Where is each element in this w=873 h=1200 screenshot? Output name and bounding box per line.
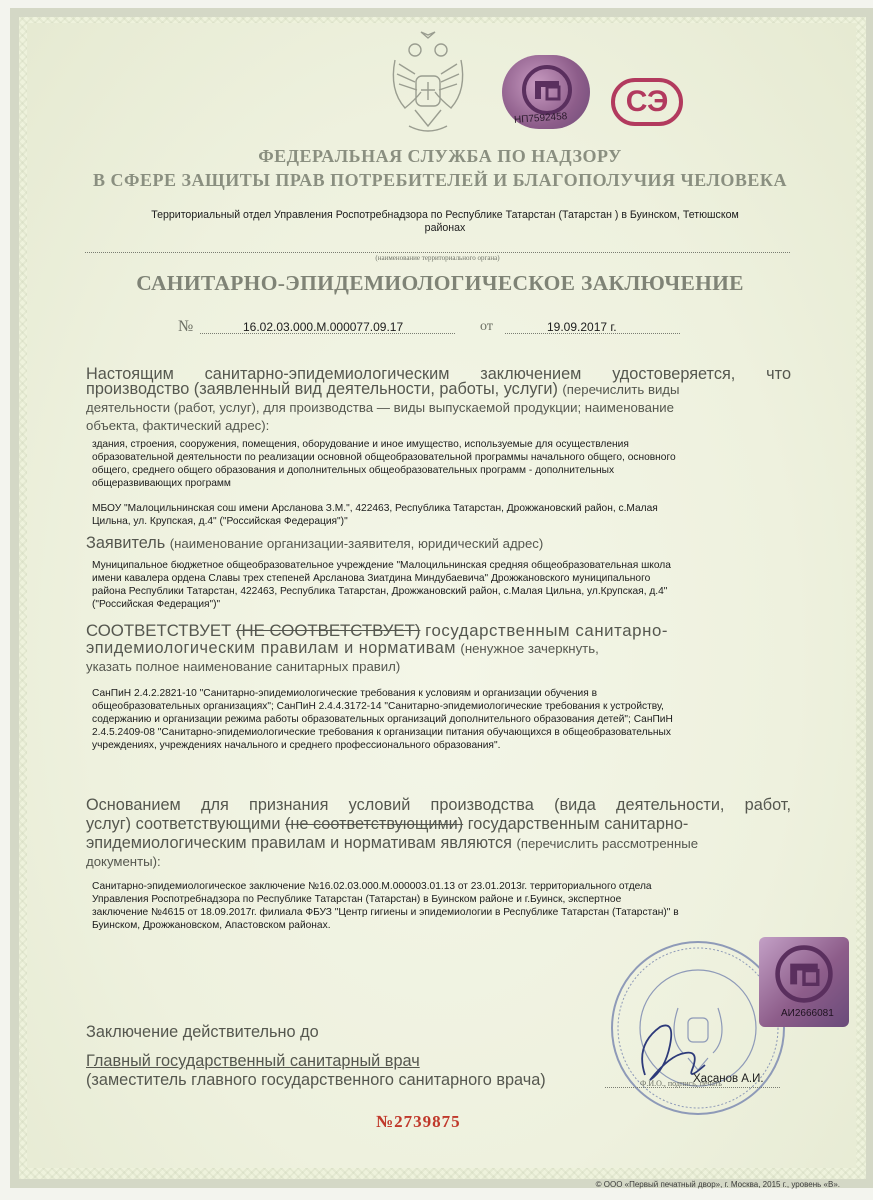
number-sign: № — [178, 318, 194, 335]
basis-doc-line: заключение №4615 от 18.09.2017г. филиала ФБУЗ "Центр гигиены и эпидемиологии в Республике Татарстан (Татарстан)" в — [92, 907, 679, 918]
russian-coat-of-arms-icon — [385, 30, 471, 140]
printer-imprint: © ООО «Первый печатный двор», г. Москва, 2015 г., уровень «В». — [595, 1180, 840, 1189]
conformity-line2-note: (ненужное зачеркнуть, — [460, 641, 599, 656]
conformity-line2 — [86, 639, 791, 658]
conformity-line2-main: эпидемиологическим правилам и нормативам — [86, 639, 456, 657]
date-from-label: от — [480, 319, 493, 334]
rules-line: СанПиН 2.4.2.2821-10 "Санитарно-эпидемиологические требования к условиям и организации обучения в — [92, 688, 597, 699]
applicant-line: ("Российская Федерация")" — [92, 599, 221, 610]
conformity-line3: указать полное наименование санитарных правил) — [86, 659, 401, 674]
activity-line: общеразвивающих программ — [92, 478, 231, 489]
object-line: МБОУ "Малоцильнинская сош имени Арсланова З.М.", 422463, Республика Татарстан, Дрожжановский район, с.Малая — [92, 503, 658, 514]
basis-line2-a: услуг) соответствующими — [86, 815, 281, 833]
certify-line2-note: (перечислить виды — [562, 382, 680, 397]
certify-line3: деятельности (работ, услуг), для производства — виды выпускаемой продукции; наименование — [86, 400, 674, 415]
territorial-body-line1: Территориальный отдел Управления Роспотребнадзора по Республике Татарстан (Татарстан ) в Буинском, Тетюшском — [151, 209, 739, 221]
sanitary-rules-text — [92, 687, 792, 752]
activity-line: образовательной деятельности по реализации основной общеобразовательной программы начального общего, основного — [92, 452, 676, 463]
service-name-line2: В СФЕРЕ ЗАЩИТЫ ПРАВ ПОТРЕБИТЕЛЕЙ И БЛАГОПОЛУЧИЯ ЧЕЛОВЕКА — [93, 170, 787, 190]
se-logo — [611, 78, 683, 126]
hologram-sticker-top — [502, 55, 590, 129]
conformity-line1 — [86, 621, 791, 641]
basis-doc-line: Санитарно-эпидемиологическое заключение №16.02.03.000.М.000003.01.13 от 23.01.2013г. территориального отдела — [92, 881, 652, 892]
hologram-sticker-bottom — [759, 937, 849, 1027]
gost-certification-icon — [773, 943, 835, 1005]
basis-line4: документы): — [86, 854, 161, 869]
basis-line2-struck: (не соответствующими) — [284, 815, 464, 833]
applicant-text — [92, 559, 792, 611]
certificate-number: 16.02.03.000.М.000077.09.17 — [243, 320, 404, 334]
conformity-word: СООТВЕТСТВУЕТ — [86, 621, 232, 640]
certify-line2 — [86, 380, 791, 399]
object-line: Цильна, ул. Крупская, д.4" ("Российская Федерация")" — [92, 516, 348, 527]
certificate-date: 19.09.2017 г. — [547, 320, 617, 334]
rules-line: общеобразовательных организациях"; СанПиН 2.4.4.3172-14 "Санитарно-эпидемиологические требования к устройству, — [92, 701, 664, 712]
rules-line: 2.4.5.2409-08 "Санитарно-эпидемиологические требования к организации питания обучающихся в общеобразовательных — [92, 727, 671, 738]
basis-line3-main: эпидемиологическим правилам и нормативам являются — [86, 834, 512, 852]
applicant-label: Заявитель — [86, 534, 166, 552]
document-title: САНИТАРНО-ЭПИДЕМИОЛОГИЧЕСКОЕ ЗАКЛЮЧЕНИЕ — [136, 271, 744, 295]
applicant-note: (наименование организации-заявителя, юридический адрес) — [169, 536, 544, 551]
service-name-line1: ФЕДЕРАЛЬНАЯ СЛУЖБА ПО НАДЗОРУ — [258, 146, 622, 166]
rules-line: учреждениях, учреждениях начального и среднего профессионального образования". — [92, 740, 501, 751]
valid-until-label: Заключение действительно до — [86, 1023, 319, 1041]
applicant-line: имени кавалера ордена Славы трех степеней Арсланова Зиатдина Миндубаевича" Дрожжановского муниципального — [92, 573, 651, 584]
chief-doctor-title: Главный государственный санитарный врач — [86, 1052, 420, 1070]
certify-line2-main: производство (заявленный вид деятельности, работы, услуги) — [86, 380, 558, 398]
deputy-title: (заместитель главного государственного санитарного врача) — [86, 1071, 546, 1089]
signer-name: Хасанов А.И. — [693, 1073, 764, 1085]
activity-line: здания, строения, сооружения, помещения, оборудование и иное имущество, используемые для осуществления — [92, 439, 629, 450]
basis-documents — [92, 880, 792, 932]
gost-certification-icon — [520, 63, 574, 117]
territorial-body-line2: районах — [424, 222, 466, 234]
hologram-bottom-code: АИ2666081 — [781, 1008, 834, 1019]
object-address — [92, 502, 792, 528]
blank-serial-number: №2739875 — [376, 1112, 461, 1131]
basis-doc-line: Буинском, Дрожжановском, Апастовском районах. — [92, 920, 331, 931]
conformity-struck: (НЕ СООТВЕТСТВУЕТ) — [235, 621, 421, 640]
basis-line2 — [86, 815, 791, 834]
basis-line3 — [86, 834, 791, 853]
conformity-line1-rest: государственным санитарно- — [425, 621, 669, 640]
basis-line1: Основанием для признания условий производства (вида деятельности, работ, — [86, 796, 791, 814]
rules-line: содержанию и организации режима работы образовательных организаций дополнительного образования детей"; СанПиН — [92, 714, 673, 725]
applicant-line: Муниципальное бюджетное общеобразовательное учреждение "Малоцильнинская средняя общеобразовательная школа — [92, 560, 671, 571]
se-logo-text: СЭ — [625, 85, 669, 118]
basis-line3-note: (перечислить рассмотренные — [516, 836, 699, 851]
territorial-caption: (наименование территориального органа) — [375, 254, 500, 262]
applicant-line: района Республики Татарстан, 422463, Республика Татарстан, Дрожжановский район, с.Малая Цильна, ул.Крупская, д.4" — [92, 586, 668, 597]
certify-line4: объекта, фактический адрес): — [86, 418, 270, 433]
activity-text — [92, 438, 792, 490]
activity-line: общего, среднего общего образования и дополнительных общеобразовательных программ - дополнительных — [92, 465, 615, 476]
applicant-heading — [86, 534, 543, 553]
certify-line1: Настоящим санитарно-эпидемиологическим заключением удостоверяется, что — [86, 365, 791, 383]
signature-caption: Ф.И.О., подпись, печать — [640, 1079, 722, 1088]
basis-doc-line: Управления Роспотребнадзора по Республике Татарстан (Татарстан) в Буинском районе и г.Буинск, экспертное — [92, 894, 622, 905]
basis-line2-b: государственным санитарно- — [467, 815, 689, 833]
hologram-top-code: НП7592458 — [513, 111, 568, 126]
